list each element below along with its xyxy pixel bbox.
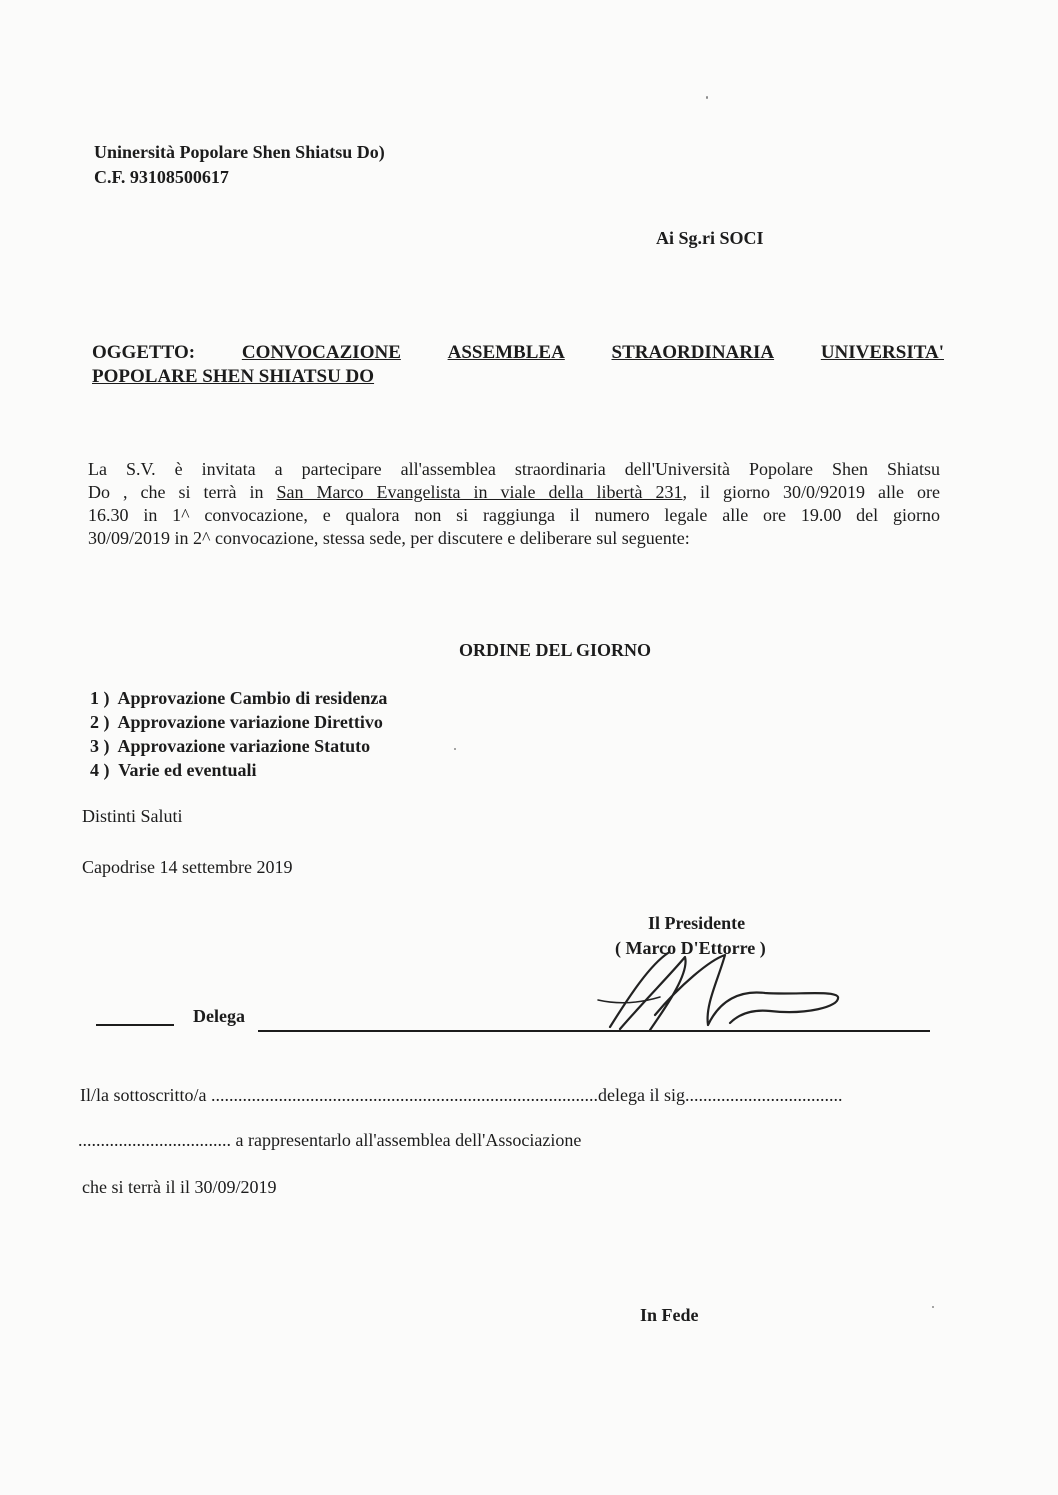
agenda-item-text: Approvazione Cambio di residenza	[117, 688, 388, 708]
agenda-item-text: Approvazione variazione Statuto	[117, 736, 371, 756]
delega-text: Il/la sottoscritto/a	[80, 1085, 211, 1105]
subject-line-2: POPOLARE SHEN SHIATSU DO	[92, 366, 375, 387]
subject-word: STRAORDINARIA	[611, 342, 775, 363]
recipient: Ai Sg.ri SOCI	[656, 228, 764, 248]
delega-label: Delega	[193, 1006, 245, 1026]
blank-field[interactable]: ...................................	[684, 1085, 843, 1105]
scan-speck	[454, 748, 456, 750]
signature-name: ( Marco D'Ettorre )	[615, 938, 766, 958]
subject-word: UNIVERSITA'	[820, 342, 944, 363]
body-text: Do , che si terrà in	[88, 482, 277, 502]
agenda-item-number: 1 )	[90, 688, 110, 708]
subject-line-1	[92, 342, 944, 364]
agenda-item	[90, 710, 387, 734]
body-line: 30/09/2019 in 2^ convocazione, stessa sede, per discutere e deliberare sul seguente:	[88, 528, 690, 548]
handwritten-signature	[590, 945, 850, 1035]
organization-name: Uninersità Popolare Shen Shiatsu Do)	[94, 142, 385, 162]
delega-text: a rappresentarlo all'assemblea dell'Associazione	[231, 1130, 582, 1150]
closing: Distinti Saluti	[82, 806, 183, 826]
body-line: La S.V. è invitata a partecipare all'assemblea straordinaria dell'Università Popolare Shen Shiatsu	[88, 459, 940, 479]
body-line	[88, 481, 940, 504]
agenda-item-number: 2 )	[90, 712, 110, 732]
signature-role: Il Presidente	[648, 913, 746, 933]
body-line: 16.30 in 1^ convocazione, e qualora non si raggiunga il numero legale alle ore 19.00 del giorno	[88, 505, 940, 525]
subject-label: OGGETTO:	[92, 342, 196, 363]
agenda-item-number: 3 )	[90, 736, 110, 756]
body-paragraph	[88, 458, 940, 550]
agenda-item-text: Varie ed eventuali	[118, 760, 257, 780]
scan-speck	[706, 96, 708, 99]
tax-code: C.F. 93108500617	[94, 167, 229, 187]
in-fede: In Fede	[640, 1305, 699, 1325]
blank-field[interactable]: ..................................	[78, 1130, 231, 1150]
agenda-item-number: 4 )	[90, 760, 110, 780]
delega-text: delega il sig	[597, 1085, 685, 1105]
divider	[96, 1024, 174, 1026]
agenda-title: ORDINE DEL GIORNO	[459, 640, 652, 660]
delega-line-1	[80, 1085, 842, 1106]
subject-word: ASSEMBLEA	[447, 342, 565, 363]
delega-line-2	[78, 1130, 581, 1151]
scan-speck	[932, 1306, 934, 1308]
agenda-list	[90, 686, 387, 782]
agenda-item	[90, 686, 387, 710]
delega-line-3: che si terrà il il 30/09/2019	[82, 1177, 277, 1197]
place-date: Capodrise 14 settembre 2019	[82, 857, 293, 877]
meeting-place: San Marco Evangelista in viale della libertà 231	[276, 482, 683, 502]
subject-word: CONVOCAZIONE	[241, 342, 401, 363]
body-text: , il giorno 30/0/92019 alle ore	[682, 482, 940, 502]
agenda-item-text: Approvazione variazione Direttivo	[117, 712, 383, 732]
divider	[258, 1030, 930, 1032]
blank-field[interactable]: ......................................................................................	[210, 1085, 598, 1105]
agenda-item	[90, 734, 387, 758]
agenda-item	[90, 758, 387, 782]
